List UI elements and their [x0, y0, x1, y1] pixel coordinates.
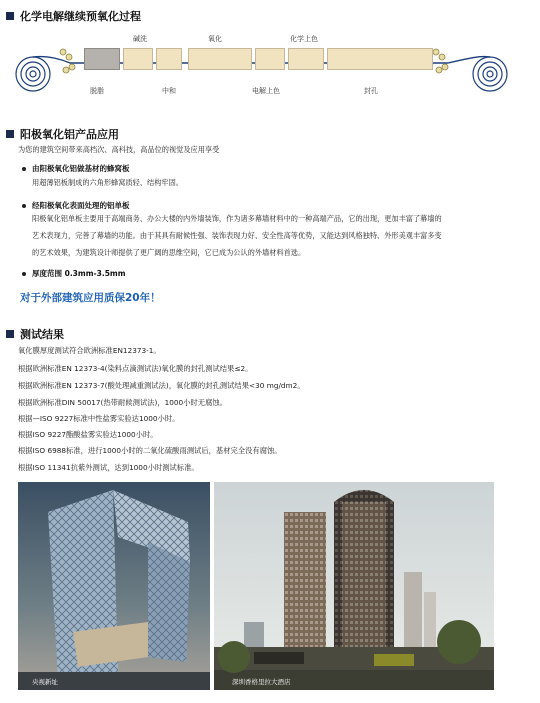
bullet-head-text: 经阳极氧化表面处理的铝单板	[32, 201, 130, 210]
section-title-text: 测试结果	[20, 328, 64, 341]
right-coil	[473, 57, 507, 91]
label-neutralize: 中和	[162, 87, 176, 95]
panel-body-line-3: 的艺术效果，为建筑设计师提供了更广阔的思维空间，它已成为公认的外墙材料首选。	[32, 248, 306, 257]
bullet-head-text: 厚度范围 0.3mm-3.5mm	[32, 269, 126, 278]
section-title-application	[6, 126, 119, 142]
tank-alkali-wash	[123, 48, 153, 70]
label-electro-color: 电解上色	[252, 87, 280, 95]
label-degreasing: 脱脂	[90, 87, 104, 95]
tank-chem-color	[288, 48, 324, 70]
photo-caption-left: 央视新址	[32, 678, 58, 686]
process-diagram	[8, 30, 518, 110]
test-result-item: 根据—ISO 9227标准中性盐雾实验达1000小时。	[18, 414, 180, 423]
hotel-illustration	[214, 482, 494, 690]
square-bullet-icon	[6, 330, 14, 338]
application-intro: 为您的建筑空间带来高档次、高科技，高品位的视觉及应用享受	[18, 145, 220, 154]
label-oxidation: 氧化	[208, 35, 222, 43]
tank-electro-color	[255, 48, 285, 70]
warranty-statement: 对于外部建筑应用质保20年！	[20, 292, 161, 304]
square-bullet-icon	[6, 130, 14, 138]
label-alkali-wash: 碱洗	[133, 35, 147, 43]
bullet-aluminum-panel	[22, 200, 130, 211]
process-line-svg	[8, 30, 518, 110]
photo-caption-right: 深圳香格里拉大酒店	[232, 678, 291, 686]
bullet-honeycomb-body: 用超薄铝板制成的六角形蜂窝质轻、结构牢固。	[32, 178, 183, 187]
photo-cctv-building	[18, 482, 210, 690]
left-coil	[16, 57, 50, 91]
photo-shangri-la-hotel	[214, 482, 494, 690]
tank-neutralize	[156, 48, 182, 70]
tank-degreasing	[84, 48, 120, 70]
dot-bullet-icon	[22, 204, 26, 208]
square-bullet-icon	[6, 12, 14, 20]
dot-bullet-icon	[22, 167, 26, 171]
test-result-item: 根据欧洲标准EN 12373-7(酸处理减重测试法)，氧化膜的封孔测试结果<30 mg/dm2。	[18, 381, 305, 390]
test-result-item: 根据ISO 11341抗紫外测试，达到1000小时测试标准。	[18, 463, 199, 472]
section-title-tests	[6, 326, 64, 342]
tank-oxidation	[188, 48, 252, 70]
tank-sealing	[327, 48, 433, 70]
section-title-process	[6, 8, 141, 24]
label-chem-color: 化学上色	[290, 35, 318, 43]
test-result-item: 根据ISO 9227酯酸盐雾实验达1000小时。	[18, 430, 158, 439]
dot-bullet-icon	[22, 272, 26, 276]
bullet-head-text: 由阳极氧化铝做基材的蜂窝板	[32, 164, 130, 173]
section-title-text: 化学电解继续预氧化过程	[20, 10, 141, 23]
panel-body-line-2: 艺术表现力，完善了幕墙的功能。由于其具有耐候性强、装饰表现力好、安全性高等优势，又能达到风格独特、外形美观丰富多变	[32, 231, 442, 240]
test-result-item: 根据欧洲标准DIN 50017(热带耐候测试法)，1000小时无腐蚀。	[18, 398, 227, 407]
section-title-text: 阳极氧化铝产品应用	[20, 128, 119, 141]
bullet-honeycomb	[22, 163, 130, 174]
test-result-item: 根据欧洲标准EN 12373-4(染料点滴测试法)氧化膜的封孔测试结果≤2。	[18, 364, 253, 373]
label-sealing: 封孔	[364, 87, 378, 95]
bullet-thickness	[22, 268, 126, 279]
test-result-item: 氧化膜厚度测试符合欧洲标准EN12373-1。	[18, 346, 161, 355]
test-result-item: 根据ISO 6988标准，进行1000小时的二氧化硫酸雨测试后，基材完全没有腐蚀。	[18, 446, 282, 455]
cctv-illustration	[18, 482, 210, 690]
panel-body-line-1: 阳极氧化铝单板主要用于高端商务、办公大楼的内外墙装饰，作为诸多幕墙材料中的一种高端产品，它的出现，更加丰富了幕墙的	[32, 214, 442, 223]
